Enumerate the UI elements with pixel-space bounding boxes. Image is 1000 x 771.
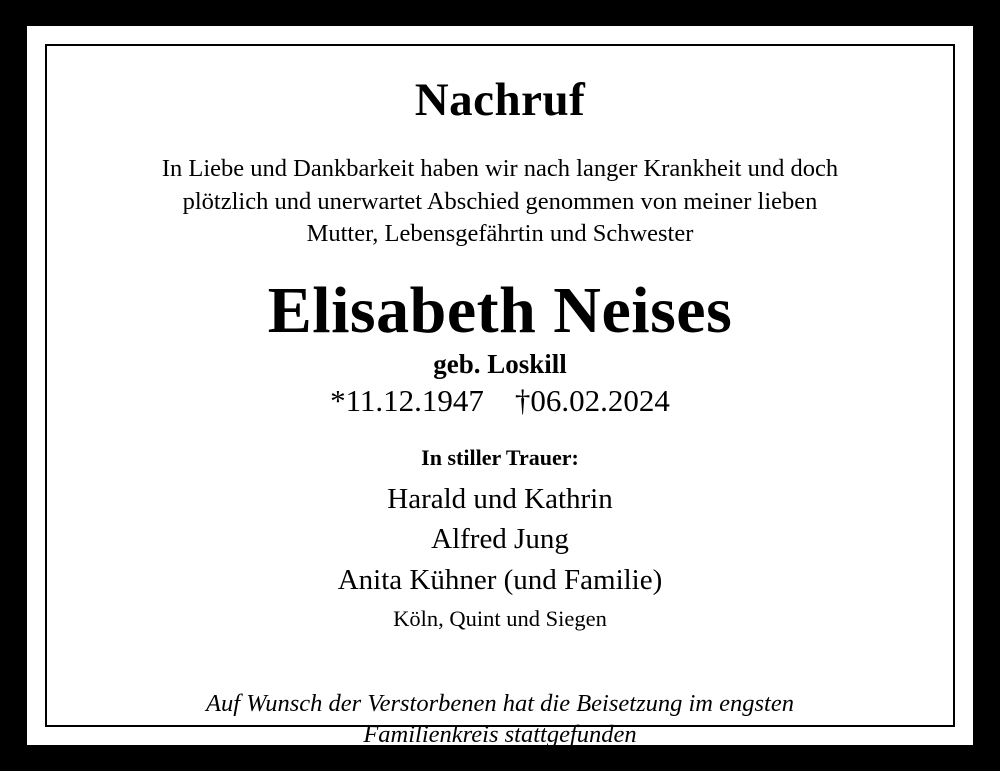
intro-line: In Liebe und Dankbarkeit haben wir nach langer Krankheit und doch <box>161 155 839 183</box>
deceased-name: Elisabeth Neises <box>267 274 733 348</box>
obituary-content <box>47 46 953 749</box>
funeral-note <box>110 688 890 752</box>
mourner-name: Harald und Kathrin <box>387 482 613 515</box>
mourner-places: Köln, Quint und Siegen <box>393 605 607 631</box>
maiden-name: geb. Loskill <box>433 348 567 379</box>
funeral-note-line: Auf Wunsch der Verstorbenen hat die Beisetzung im engsten <box>206 689 794 717</box>
funeral-note-line: Familienkreis stattgefunden <box>363 721 637 749</box>
mourner-name: Anita Kühner (und Familie) <box>337 564 663 597</box>
intro-text <box>100 153 900 250</box>
mourner-name: Alfred Jung <box>431 523 569 556</box>
intro-line: plötzlich und unerwartet Abschied genommen von meiner lieben <box>182 187 818 215</box>
inner-frame <box>45 44 955 749</box>
obituary-card <box>15 14 985 757</box>
intro-line: Mutter, Lebensgefährtin und Schwester <box>306 220 694 247</box>
page-title: Nachruf <box>414 74 586 126</box>
mourners-label: In stiller Trauer: <box>421 444 579 470</box>
life-dates: *11.12.1947 †06.02.2024 <box>330 383 670 419</box>
